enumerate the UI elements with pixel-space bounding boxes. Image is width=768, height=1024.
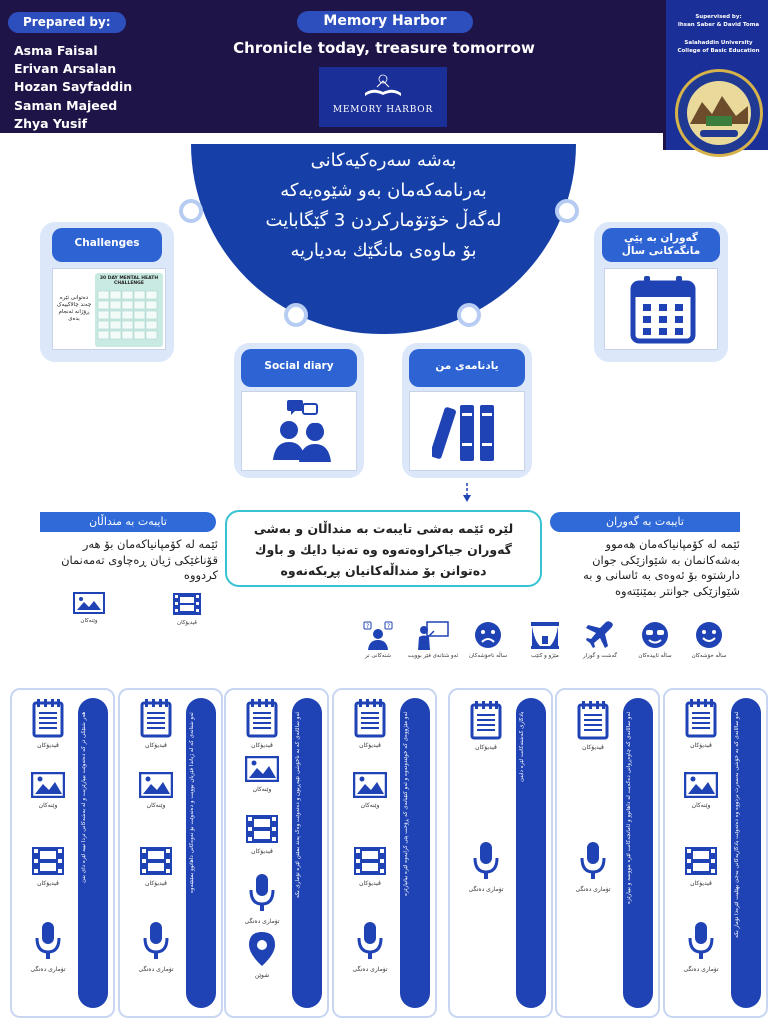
- media-label: تۆماری دەنگی: [352, 966, 388, 973]
- text-icon-holder: [342, 698, 398, 742]
- connector-ring: [457, 303, 481, 327]
- voice-icon-holder: [234, 872, 290, 918]
- column-text: ئەو مێژووەی کە خوێندوتەوە و ئەو کتێبانەی کە ڕۆحت پێی کرایەوە لێرە بیانپارێزە: [403, 712, 409, 897]
- column-media-video[interactable]: [20, 846, 76, 887]
- column-media-voice[interactable]: [458, 840, 514, 893]
- video-icon-holder: [20, 846, 76, 880]
- video-icon-holder: [673, 846, 729, 880]
- column-text: ئەو ساڵانەی کە چاوەڕوانی دەکەیت لە داهاتوو و ئامانجەکانت لێرە بنووسە و بیپارێزە: [626, 712, 632, 905]
- book-logo-icon: [363, 73, 403, 103]
- supervised-label: Supervised by:: [695, 14, 742, 20]
- media-label: ڤیدیۆکان: [690, 880, 712, 887]
- hero-banner: [191, 144, 576, 334]
- challenge-poster: [95, 273, 163, 347]
- children-text: ئێمە لە کۆمپانیاکەمان بۆ هەر قۆناغێکی ژیان ڕەچاوی تەمەنمان کردووە: [61, 537, 218, 582]
- calendar-iconbox: [604, 268, 718, 350]
- column-text: ئەو شتانەی کە لە ژیاندا فێریان بوویت و دەتەوێت بۆ نەوەکانی داهاتوو بمێنێتەوە: [189, 712, 195, 893]
- document-icon: [469, 700, 503, 740]
- center-note: [225, 510, 542, 587]
- voice-icon-holder: [128, 920, 184, 966]
- film-icon: [684, 846, 718, 876]
- column-media-text[interactable]: [673, 698, 729, 749]
- airplane-icon: [585, 620, 615, 650]
- voice-icon-holder: [458, 840, 514, 886]
- media-label: ڤیدیۆکان: [690, 742, 712, 749]
- microphone-icon: [31, 920, 65, 962]
- column-media-image[interactable]: [128, 772, 184, 809]
- prepared-by-label: Prepared by:: [8, 12, 126, 33]
- document-icon: [576, 700, 610, 740]
- image-icon: [139, 772, 173, 798]
- media-label: تۆماری دەنگی: [468, 886, 504, 893]
- college-name: College of Basic Education: [677, 48, 760, 54]
- voice-icon-holder: [673, 920, 729, 966]
- image-icon-holder: [128, 772, 184, 802]
- category-strip: [355, 620, 735, 668]
- media-label: ڤیدیۆکان: [582, 744, 604, 751]
- column-text-bar: [400, 698, 430, 1008]
- column-media-text[interactable]: [20, 698, 76, 749]
- calendar-grid-icon: [95, 289, 163, 347]
- column-media-video[interactable]: [342, 846, 398, 887]
- media-label: ڤیدیۆکان: [145, 880, 167, 887]
- category-label: گەشت و گوزار: [582, 653, 618, 659]
- memoir-iconbox: [409, 391, 525, 471]
- column-media-voice[interactable]: [673, 920, 729, 973]
- text-icon-holder: [565, 700, 621, 744]
- column-media-video[interactable]: [673, 846, 729, 887]
- image-label: وێنەکان: [80, 618, 98, 624]
- microphone-icon: [139, 920, 173, 962]
- media-label: وێنەکان: [252, 786, 272, 793]
- hero-text: [203, 146, 564, 266]
- column-media-voice[interactable]: [234, 872, 290, 925]
- column-media-text[interactable]: [565, 700, 621, 751]
- connector-ring: [284, 303, 308, 327]
- column-media-text[interactable]: [128, 698, 184, 749]
- media-label: تۆماری دەنگی: [683, 966, 719, 973]
- category-label: ساڵە ئاییدەکان: [638, 653, 672, 659]
- microphone-icon: [469, 840, 503, 882]
- image-icon: [353, 772, 387, 798]
- media-label: ڤیدیۆکان: [251, 742, 273, 749]
- adults-text: ئێمە لە کۆمپانیاکەمان هەموو بەشەکانمان بە شێوازێکی جوان دارشتوە بۆ ئەوەی بە ئاسانی و بە شێوازێکی جوانتر بمێنێتەوە: [583, 537, 740, 598]
- challenge-caption: دەتوانی ئێرە چەند چالاکییەک ڕۆژانە ئەنجام بدەی: [56, 295, 92, 322]
- children-video-item: [172, 592, 202, 626]
- detail-column[interactable]: [118, 688, 223, 1018]
- column-text-bar: [516, 698, 546, 1008]
- microphone-icon: [353, 920, 387, 962]
- logo-wordmark: MEMORY HARBOR: [332, 105, 434, 115]
- sunglasses-face-icon: [640, 620, 670, 650]
- video-label: ڤیدیۆکان: [177, 620, 197, 626]
- challenges-card[interactable]: [40, 222, 174, 362]
- microphone-icon: [576, 840, 610, 882]
- column-media-image[interactable]: [673, 772, 729, 809]
- media-label: وێنەکان: [146, 802, 166, 809]
- text-icon-holder: [20, 698, 76, 742]
- hero-line: بۆ ماوەی مانگێك بەدیاریە: [290, 240, 477, 261]
- column-text-bar: [623, 698, 653, 1008]
- connector-ring: [179, 199, 203, 223]
- column-media-video[interactable]: [128, 846, 184, 887]
- hero-line: بەرنامەکەمان بەو شێوەیەکە: [280, 180, 487, 201]
- media-label: شوێن: [254, 972, 270, 979]
- memory-harbor-logo: [319, 67, 447, 127]
- image-icon-holder: [342, 772, 398, 802]
- microphone-icon: [684, 920, 718, 962]
- sad-face-icon: [473, 620, 503, 650]
- memoir-card[interactable]: [402, 343, 532, 478]
- column-text-bar: [731, 698, 761, 1008]
- author-names: [14, 42, 132, 133]
- video-icon-holder: [234, 814, 290, 848]
- media-label: ڤیدیۆکان: [475, 744, 497, 751]
- column-media-image[interactable]: [234, 756, 290, 793]
- text-icon-holder: [234, 698, 290, 742]
- author-name: Erivan Arsalan: [14, 61, 117, 77]
- voice-icon-holder: [565, 840, 621, 886]
- column-media-text[interactable]: [458, 700, 514, 751]
- column-text: ئەو ساڵانەی کە بە ناخۆشی تێپەڕیون و دەتەوێت وەک پەند بمێنن لێرە تۆماری بکە: [295, 712, 301, 899]
- voice-icon-holder: [20, 920, 76, 966]
- media-label: ڤیدیۆکان: [145, 742, 167, 749]
- image-icon: [684, 772, 718, 798]
- image-icon-holder: [20, 772, 76, 802]
- image-icon: [73, 592, 105, 614]
- media-label: تۆماری دەنگی: [138, 966, 174, 973]
- author-name: Zhya Yusif: [14, 115, 88, 131]
- smile-face-icon: [694, 620, 724, 650]
- social-diary-label: Social diary: [241, 349, 357, 387]
- svg-text:?: ?: [387, 623, 391, 630]
- books-icon: [432, 397, 504, 467]
- hero-line: بەشە سەرەکیەکانی: [310, 150, 457, 171]
- tagline: Chronicle today, treasure tomorrow: [233, 39, 535, 57]
- media-label: وێنەکان: [691, 802, 711, 809]
- column-media-image[interactable]: [20, 772, 76, 809]
- media-label: ڤیدیۆکان: [359, 742, 381, 749]
- image-icon-holder: [673, 772, 729, 802]
- column-media-video[interactable]: [234, 814, 290, 855]
- media-label: وێنەکان: [360, 802, 380, 809]
- detail-column[interactable]: [10, 688, 115, 1018]
- media-label: ڤیدیۆکان: [37, 880, 59, 887]
- document-icon: [684, 698, 718, 738]
- image-icon: [245, 756, 279, 782]
- brand-title: Memory Harbor: [297, 11, 473, 33]
- category-label: ئەو شتانەی فێر بوویت: [407, 653, 459, 659]
- category-label: ساڵە خۆشەکان: [691, 653, 727, 659]
- text-icon-holder: [673, 698, 729, 742]
- column-media-voice[interactable]: [128, 920, 184, 973]
- detail-column[interactable]: [332, 688, 437, 1018]
- theater-icon: [530, 620, 560, 650]
- teacher-icon: [417, 620, 449, 650]
- column-text-bar: [78, 698, 108, 1008]
- column-text-bar: [186, 698, 216, 1008]
- supervisor-panel: [663, 0, 768, 150]
- media-label: تۆماری دەنگی: [575, 886, 611, 893]
- text-icon-holder: [458, 700, 514, 744]
- media-label: ڤیدیۆکان: [359, 880, 381, 887]
- column-media-text[interactable]: [342, 698, 398, 749]
- media-label: وێنەکان: [38, 802, 58, 809]
- supervisor-names: Ihsan Saber & David Toma: [677, 22, 760, 28]
- adults-heading: تایبەت بە گەوران: [550, 512, 740, 532]
- film-icon: [139, 846, 173, 876]
- category-label: شتەکانی تر: [365, 653, 391, 659]
- hero-line: لەگەڵ خۆتۆمارکردن 3 گێگابایت: [265, 210, 502, 231]
- university-seal: [675, 69, 763, 157]
- detail-column[interactable]: [448, 688, 553, 1018]
- media-label: ڤیدیۆکان: [251, 848, 273, 855]
- children-image-item: [73, 592, 105, 624]
- university-name: Salahaddin University: [684, 40, 753, 46]
- challenges-label: Challenges: [52, 228, 162, 262]
- social-diary-card[interactable]: [234, 343, 364, 478]
- column-media-voice[interactable]: [342, 920, 398, 973]
- category-label: ساڵە ناخۆشەکان: [469, 653, 507, 659]
- voice-icon-holder: [342, 920, 398, 966]
- column-text: یادگاری گەشتەکانت لێرە دابنێ: [519, 712, 525, 783]
- location-icon-holder: [234, 930, 290, 972]
- media-label: ڤیدیۆکان: [37, 742, 59, 749]
- svg-text:?: ?: [366, 623, 370, 630]
- challenge-poster-title: 30 DAY MENTAL HEATH CHALLENGE: [99, 276, 159, 286]
- document-icon: [31, 698, 65, 738]
- column-text-bar: [292, 698, 322, 1008]
- down-arrow-icon: [461, 481, 473, 505]
- detail-column[interactable]: [555, 688, 660, 1018]
- document-icon: [245, 698, 279, 738]
- center-note-text: لێرە ئێمە بەشی تایبەت بە منداڵان و بەشی گەوران جیاکراوەتەوە وە تەنیا دایك و باوك دەتوانن بۆ منداڵەکانیان پڕبکەنەوە: [253, 521, 514, 578]
- column-text: هەر شتێکی تر کە دەتەوێت بیپارێزیت و لە بەشەکانی تردا نییە لێرە دای بنێ: [81, 712, 87, 884]
- social-iconbox: [241, 391, 357, 471]
- detail-column[interactable]: [663, 688, 768, 1018]
- video-icon-holder: [342, 846, 398, 880]
- video-icon-holder: [128, 846, 184, 880]
- author-name: Saman Majeed: [14, 97, 118, 113]
- people-chat-icon: [267, 398, 337, 464]
- questions-icon: [363, 620, 393, 650]
- media-label: تۆماری دەنگی: [30, 966, 66, 973]
- calendar-icon: [630, 275, 696, 345]
- column-media-location[interactable]: [234, 930, 290, 979]
- author-name: Asma Faisal: [14, 43, 98, 58]
- film-icon: [245, 814, 279, 844]
- image-icon: [31, 772, 65, 798]
- document-icon: [353, 698, 387, 738]
- column-media-voice[interactable]: [20, 920, 76, 973]
- media-label: تۆماری دەنگی: [244, 918, 280, 925]
- monthly-label: گەوران بە پێی مانگەکانی ساڵ: [602, 228, 720, 262]
- detail-column[interactable]: [224, 688, 329, 1018]
- film-icon: [353, 846, 387, 876]
- image-icon-holder: [234, 756, 290, 786]
- document-icon: [139, 698, 173, 738]
- connector-ring: [555, 199, 579, 223]
- text-icon-holder: [128, 698, 184, 742]
- column-text: ئەو ساڵانەی کە بە خۆشی بەسەرت بردووە وە دەتەوێت یادگاریەکانی بەجێ بهێڵیت لێرەدا تۆمار بکە: [734, 712, 740, 939]
- children-heading: تایبەت بە منداڵان: [40, 512, 216, 532]
- column-media-text[interactable]: [234, 698, 290, 749]
- column-media-image[interactable]: [342, 772, 398, 809]
- microphone-icon: [245, 872, 279, 914]
- location-pin-icon: [245, 930, 279, 968]
- author-name: Hozan Sayfaddin: [14, 79, 133, 95]
- memoir-label: یادنامەی من: [409, 349, 525, 387]
- film-icon: [172, 592, 202, 616]
- challenge-thumbnail: [52, 268, 166, 350]
- category-label: مێژو و کتێب: [531, 653, 559, 659]
- column-media-voice[interactable]: [565, 840, 621, 893]
- university-seal-icon: [678, 72, 760, 154]
- film-icon: [31, 846, 65, 876]
- monthly-card[interactable]: [594, 222, 728, 362]
